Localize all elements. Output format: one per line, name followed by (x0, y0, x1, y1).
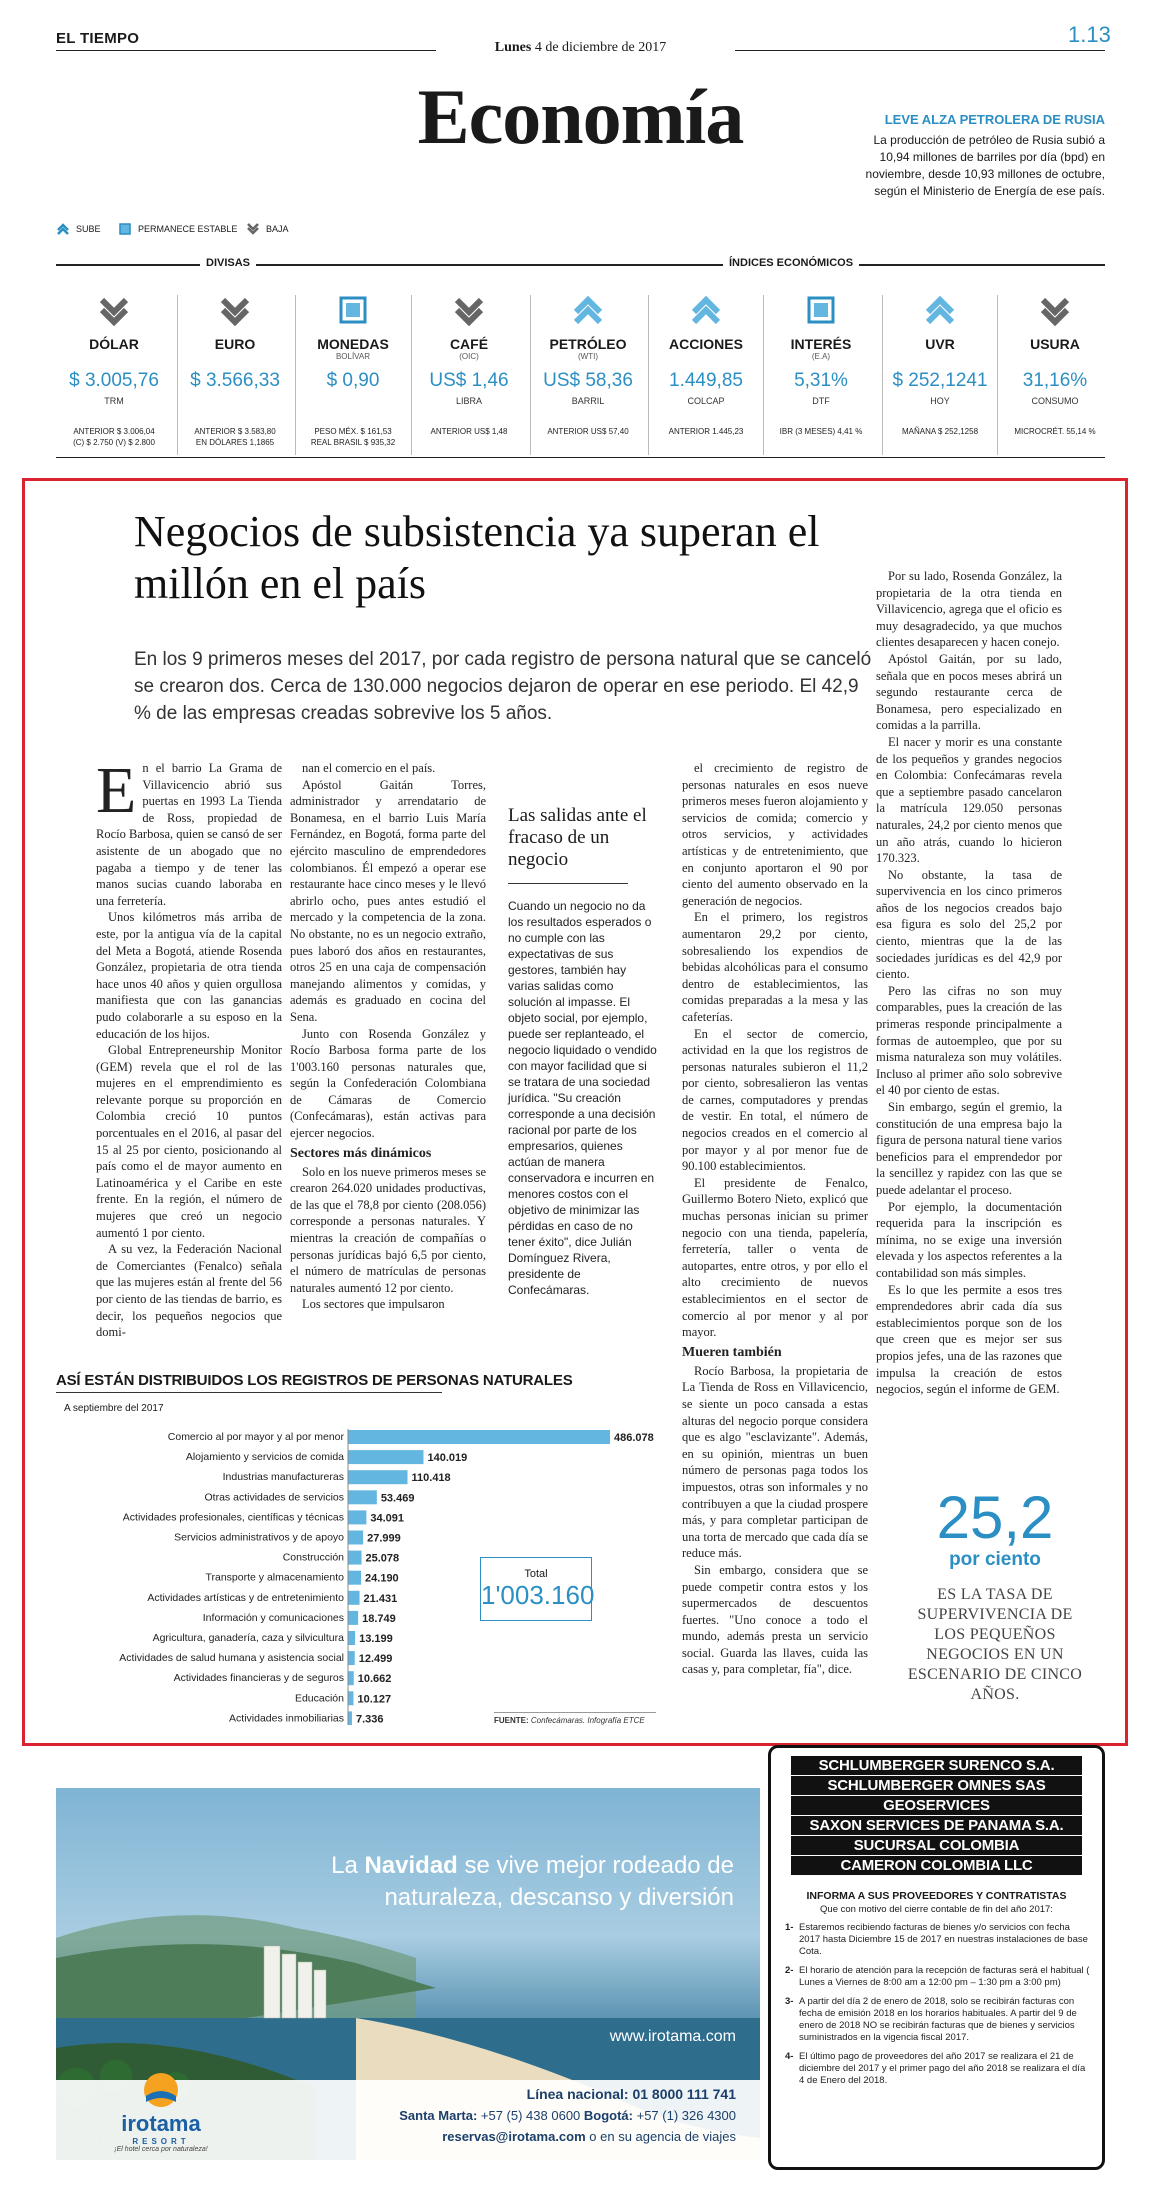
bar-category-label: Transporte y almacenamiento (205, 1571, 344, 1584)
indicator-previous: IBR (3 MESES) 4,41 % (779, 427, 863, 436)
square-icon (805, 294, 837, 326)
indicator-sub: BOLÍVAR (335, 352, 371, 361)
bar (348, 1711, 352, 1725)
indicator-name: EURO (214, 336, 256, 352)
resort-headline-pre: La (331, 1852, 365, 1879)
bar-value-label: 110.418 (411, 1472, 451, 1485)
bar (348, 1671, 354, 1685)
resort-headline (294, 1850, 734, 1914)
indicator-unit: BARRIL (571, 396, 605, 406)
notice-item (785, 1996, 1092, 2044)
paragraph: Apóstol Gaitán, por su lado, señala que en pocos meses abrirá un segundo restaurante cerca de Bonamesa, pero especializado en comidas a la parrilla. (876, 651, 1062, 733)
bar-category-label: Otras actividades de servicios (204, 1491, 344, 1504)
sun-logo-icon (141, 2070, 181, 2110)
paragraph: Por ejemplo, la documentación requerida para la inscripción es mínima, no se exige una inversión elevada y los aspectos referentes a la contabilidad son más simples. (876, 1199, 1062, 1280)
indicator-value: US$ 1,46 (429, 370, 509, 391)
column-3b-paragraphs (682, 1363, 868, 1678)
bar (348, 1651, 355, 1665)
brand-sub: RESORT (132, 2137, 190, 2146)
indicator-separator (882, 295, 883, 455)
indicator-sub: (E.A) (811, 352, 831, 361)
bar (348, 1571, 361, 1585)
date-rest: 4 de diciembre de 2017 (531, 40, 667, 55)
indicator-name: INTERÉS (790, 336, 852, 352)
bar-value-label: 25.078 (365, 1552, 400, 1565)
indicator-name: PETRÓLEO (549, 336, 627, 352)
notice-title: INFORMA A SUS PROVEEDORES Y CONTRATISTAS (806, 1890, 1067, 1902)
paragraph: Sin embargo, según el gremio, la constitución de una empresa bajo la figura de persona natural tiene varios beneficios para el emprendedor por la sencillez y rapidez con las que se puede adelantar el proceso. (876, 1100, 1062, 1197)
sidebar-rule (508, 883, 628, 884)
paragraph: No obstante, la tasa de supervivencia en los cinco primeros años de los negocios creados bajo esa figura es solo del 25,2 por ciento, mientras que la de las sociedades jurídicas es del 42,9 por ciento. (876, 867, 1062, 982)
brand-tagline: ¡El hotel cerca por naturaleza! (114, 2146, 208, 2153)
paragraph: En el sector de comercio, actividad en la que los registros de personas naturales subieron el 11,2 por ciento, sobresalieron las ventas de carnes, computadores y prendas de vestir. En total, el número de negocios creados en el comercio al por mayor y al por menor fue de 90.100 establecimientos. (682, 1026, 868, 1174)
indices-label: ÍNDICES ECONÓMICOS (723, 257, 859, 269)
up-arrow-icon (690, 294, 722, 326)
big-stat (905, 1484, 1085, 1705)
indicator-sub (656, 352, 756, 362)
bar-value-label: 21.431 (363, 1592, 398, 1605)
total-box (480, 1557, 595, 1621)
article-column-2 (290, 760, 486, 1313)
bar-value-label: 12.499 (358, 1653, 393, 1666)
bar-value-label: 486.078 (614, 1432, 654, 1444)
phones-santa-marta: Santa Marta: (399, 2108, 478, 2123)
square-icon (118, 222, 132, 236)
bar-value-label: 7.336 (355, 1713, 384, 1725)
indicator-unit: HOY (930, 396, 950, 406)
indicator-usura (1005, 290, 1105, 455)
company-list (791, 1756, 1082, 1876)
legend-up-label: SUBE (76, 224, 101, 234)
bar (348, 1631, 355, 1645)
resort-headline-post: se vive mejor rodeado de (457, 1852, 734, 1879)
indicator-sub (185, 352, 285, 362)
stat-caption: ES LA TASA DE SUPERVIVENCIA DE LOS PEQUEÑOS NEGOCIOS EN UN ESCENARIO DE CINCO AÑOS. (907, 1586, 1083, 1703)
indicator-value: 5,31% (794, 370, 848, 391)
indicator-unit: DTF (812, 396, 830, 406)
paragraph: nan el comercio en el país. (302, 761, 436, 775)
source-rule (494, 1712, 656, 1713)
up-arrow-icon (572, 294, 604, 326)
chart-title: ASÍ ESTÁN DISTRIBUIDOS LOS REGISTROS DE PERSONAS NATURALES (56, 1372, 573, 1389)
indicator-previous: ANTERIOR $ 3.583,80 EN DÓLARES 1,1865 (194, 427, 276, 447)
notice-item (785, 1922, 1092, 1958)
indicator-acciones (656, 290, 756, 455)
down-arrow-icon (98, 294, 130, 326)
subheading-sectores: Sectores más dinámicos (290, 1145, 432, 1161)
chart-subtitle: A septiembre del 2017 (64, 1403, 164, 1414)
source-prefix: FUENTE: (494, 1716, 529, 1725)
bar-value-label: 53.469 (380, 1492, 415, 1505)
company-name: SUCURSAL COLOMBIA (791, 1836, 1082, 1856)
paragraph: El nacer y morir es una constante de los pequeños y grandes negocios en Colombia: Confecámaras revela que a septiembre pasado cancelaron la matrícula 129.050 personas naturales, 24,2 por ciento menos que un año atrás, cuando lo hicieron 170.323. (876, 734, 1062, 866)
divisas-label: DIVISAS (200, 257, 256, 269)
ribbon-bottom-rule (56, 457, 1105, 458)
indicator-separator (295, 295, 296, 455)
bar-category-label: Agricultura, ganadería, caza y silvicultura (152, 1632, 344, 1644)
paragraph: Apóstol Gaitán Torres, administrador y arrendatario de Bonamesa, en el barrio Luis María Fernández, en Bogotá, forma parte del ejército masculino de emprendedores colombianos. Él empezó a operar ese restaurante hace cinco meses y le llevó abrirlo ocho, pues antes estudió el mercado y la competencia de la zona. No obstante, no es un negocio extraño, pues laboró dos años en restaurantes, otros 25 en una caja de compensación manejando alimentos y comidas, y además es graduado en cocina del Sena. (290, 777, 486, 1024)
notice-item-text: Estaremos recibiendo facturas de bienes y/o servicios con fecha 2017 hasta Diciembre 15 de 2017 en nuestras instalaciones de base Cota. (799, 1922, 1088, 1957)
bar-value-label: 140.019 (427, 1452, 468, 1465)
indicator-unit: COLCAP (687, 396, 725, 406)
article-headline: Negocios de subsistencia ya superan el millón en el país (134, 507, 820, 608)
notice-item (785, 1965, 1092, 1989)
bar-category-label: Actividades artísticas y de entretenimiento (147, 1591, 344, 1604)
bar-value-label: 13.199 (359, 1633, 393, 1645)
stat-number: 25,2 (936, 1484, 1054, 1551)
newspaper-name: EL TIEMPO (56, 30, 140, 47)
resort-ad[interactable] (56, 1788, 760, 2160)
indicator-name: USURA (1030, 336, 1080, 352)
bar-value-label: 27.999 (367, 1532, 401, 1545)
column-3-paragraphs (682, 760, 868, 1341)
bar (348, 1510, 366, 1524)
paragraph: n el barrio La Grama de Villavicencio abrió sus puertas en 1993 La Tienda de Ross, propiedad de Rocío Barbosa, quien se cansó de ser asistente de un abogado que no pagaba a tiempo y de tener las manos sucias cuando laboraba en una ferretería. (96, 761, 282, 908)
source-text: Confecámaras. Infografía ETCE (528, 1716, 645, 1725)
phones-bogota-number: +57 (1) 326 4300 (633, 2108, 736, 2123)
bar-value-label: 10.127 (357, 1693, 392, 1706)
company-name: GEOSERVICES (791, 1796, 1082, 1816)
notice-item-number: 4- (785, 2051, 794, 2062)
indicator-previous: ANTERIOR 1.445,23 (668, 427, 744, 436)
up-arrow-icon (924, 294, 956, 326)
indicator-sub (64, 352, 164, 362)
notice-items (771, 1922, 1102, 2087)
resort-email-line (276, 2129, 736, 2144)
company-name: SAXON SERVICES DE PANAMA S.A. (791, 1816, 1082, 1836)
brand-name: irotama (121, 2111, 201, 2136)
bar (348, 1551, 362, 1565)
paragraph: En el primero, los registros aumentaron 29,2 por ciento, sobresaliendo los expendios de bebidas alcohólicas para el consumo dentro de establecimientos, las comidas preparadas a la mesa y las cafeterías. (682, 910, 868, 1024)
resort-headline-line2: naturaleza, descanso y diversión (384, 1884, 734, 1911)
resort-headline-bold: Navidad (364, 1852, 458, 1879)
bar (348, 1611, 358, 1625)
bar (348, 1691, 353, 1705)
up-arrow-icon (56, 222, 70, 236)
down-arrow-icon (246, 222, 260, 236)
notice-item (785, 2051, 1092, 2087)
bar-category-label: Actividades inmobiliarias (229, 1712, 344, 1725)
bar-value-label: 18.749 (362, 1612, 396, 1625)
resort-phones (236, 2108, 736, 2123)
bar (348, 1450, 423, 1464)
indicator-separator (411, 295, 412, 455)
bar-category-label: Actividades de salud humana y asistencia social (119, 1652, 344, 1665)
drop-cap: E (96, 754, 137, 827)
paragraph: Rocío Barbosa, la propietaria de La Tienda de Ross en Villavicencio, se siente un poco cansada a estas alturas del negocio porque considera que es algo "esclavizante". Además, en su opinión, mientras un buen número de personas paga todos los impuestos, otras son informales y no contribuyen a que la ciudad prospere más, y para completar participan de una torta de mercado que cada día se reduce más. (682, 1363, 868, 1561)
paragraph: El presidente de Fenalco, Guillermo Botero Nieto, explicó que muchas personas inician su primer negocio con una tienda, papelería, ferretería, taller o venta de autopartes, entre otros, y por ello el alto crecimiento de nuevos establecimientos en el sector de comercio al por menor y al por mayor. (682, 1175, 868, 1340)
indicator-sub: (WTI) (578, 352, 598, 361)
indicator-separator (763, 295, 764, 455)
paragraph: Global Entrepreneurship Monitor (GEM) revela que el rol de las mujeres en el emprendimiento es relevante porque su proporción en Colombia creció 10 puntos porcentuales en el 2016, al pasar del 15 al 25 por ciento, posicionando al país como el de mayor aumento en Latinoamérica y el Caribe en este frente. En la región, el número de mujeres que creó un negocio aumentó 1 por ciento. (96, 1043, 282, 1240)
indicator-value: $ 0,90 (326, 370, 380, 391)
brief-title: LEVE ALZA PETROLERA DE RUSIA (884, 112, 1105, 127)
company-name: SCHLUMBERGER SURENCO S.A. (791, 1756, 1082, 1776)
indicator-separator (997, 295, 998, 455)
indicator-previous: ANTERIOR $ 3.006,04 (C) $ 2.750 (V) $ 2.800 (73, 427, 155, 447)
column-2b-paragraphs (290, 1164, 486, 1313)
sidebar-title: Las salidas ante el fracaso de un negocio (508, 805, 647, 870)
indicator-dólar (64, 290, 164, 455)
notice-item-number: 3- (785, 1996, 794, 2007)
phones-santa-marta-number: +57 (5) 438 0600 (477, 2108, 584, 2123)
indicator-previous: MICROCRÉT. 55,14 % (1014, 427, 1096, 436)
indicator-uvr (890, 290, 990, 455)
bar (348, 1430, 610, 1444)
paragraph: Sin embargo, considera que se puede competir contra estos y los supermercados de descuentos fuertes. "Uno conoce a todo el mundo, además presta un servicio social. Guarda las llaves, cuida las casas y, para completar, fía", dice. (682, 1562, 868, 1677)
bar-category-label: Comercio al por mayor y al por menor (167, 1431, 344, 1443)
notice-item-text: A partir del día 2 de enero de 2018, solo se recibirán facturas con fecha de emisión 2018 en los horarios habituales. A partir del 9 de enero de 2018 NO se recibirán facturas que de bienes y servicios suministrados en la vigencia fiscal 2017. (799, 1996, 1077, 2043)
bar-category-label: Educación (294, 1692, 344, 1705)
indicator-euro (185, 290, 285, 455)
indicator-unit: LIBRA (455, 396, 482, 406)
phones-bogota: Bogotá: (583, 2108, 633, 2123)
bar-category-label: Industrias manufactureras (222, 1471, 344, 1484)
indicator-unit: TRM (104, 396, 124, 406)
legend-down-label: BAJA (266, 224, 289, 234)
indicator-value: $ 252,1241 (892, 370, 988, 391)
resort-email[interactable]: reservas@irotama.com (442, 2129, 586, 2144)
paragraph: Los sectores que impulsaron (302, 1297, 445, 1312)
chart-source (494, 1716, 645, 1725)
legend-stable-label: PERMANECE ESTABLE (138, 224, 238, 234)
indicator-monedas (303, 290, 403, 455)
indicator-sub (890, 352, 990, 362)
indicator-name: DÓLAR (89, 336, 139, 352)
brief-body: La producción de petróleo de Rusia subió a 10,94 millones de barriles por día (bpd) en noviembre, desde 10,93 millones de octubre, según el Ministerio de Energía de ese país. (865, 133, 1105, 198)
indicator-unit: CONSUMO (1031, 396, 1079, 406)
notice-item-text: El horario de atención para la recepción de facturas será el habitual ( Lunes a Viernes de 8:00 am a 12:00 pm – 1:30 pm a 3:00 pm) (799, 1965, 1090, 1988)
bar-value-label: 24.190 (365, 1572, 399, 1585)
indicator-interés (771, 290, 871, 455)
paragraph: Junto con Rosenda González y Rocío Barbosa forma parte de los 1'003.160 personas naturales que, según la Confederación Colombiana de Cámaras de Comercio (Confecámaras), están activas para ejercer negocios. (290, 1026, 486, 1141)
bar-category-label: Actividades financieras y de seguros (173, 1672, 344, 1685)
indicator-separator (648, 295, 649, 455)
paragraph: A su vez, la Federación Nacional de Comerciantes (Fenalco) señala que las mujeres están al frente del 56 por ciento de las tiendas de barrio, es decir, los pequeños negocios que domi- (96, 1242, 282, 1340)
indicator-previous: ANTERIOR US$ 1,48 (430, 427, 508, 436)
paragraph: Pero las cifras no son muy comparables, pues la creación de las primeras responde principalmente a formas de autoempleo, que por su misma naturaleza son muy volátiles. Incluso al primer año solo sobrevive el 40 por ciento de estas. (876, 983, 1062, 1098)
indicator-name: UVR (925, 336, 955, 352)
sidebar-body: Cuando un negocio no da los resultados esperados o no cumple con las expectativas de sus gestores, también hay varias salidas como solución al impasse. El objeto social, por ejemplo, puede ser replanteado, el negocio liquidado o vendido con mayor facilidad que si se tratara de una sociedad jurídica. "Su creación corresponde a una decisión racional por parte de los empresarios, quienes actúan de manera conservadora e incurren en menores costos con el objetivo de minimizar las pérdidas en caso de no tener éxito", dice Julián Domínguez Rivera, presidente de Confecámaras. (508, 899, 657, 1297)
indicator-petróleo (538, 290, 638, 455)
issue-date (0, 40, 1161, 56)
bar-category-label: Construcción (282, 1551, 344, 1564)
legend-down (246, 222, 289, 236)
resort-email-post: o en su agencia de viajes (585, 2129, 736, 2144)
notice-intro: Que con motivo del cierre contable de fin del año 2017: (820, 1904, 1053, 1915)
resort-national-line: Línea nacional: 01 8000 111 741 (526, 2086, 736, 2102)
resort-url[interactable]: www.irotama.com (609, 2028, 736, 2045)
article-column-4 (876, 568, 1062, 1398)
paragraph: el crecimiento de registro de personas naturales en esos nueve primeros meses fueron alojamiento y servicios de comida; comercio y otros servicios, y actividades artísticas y de entretenimiento, que en conjunto aportaron el 90 por ciento del aumento observado en la generación de negocios. (682, 761, 868, 908)
bar-category-label: Información y comunicaciones (202, 1611, 344, 1624)
paragraph: Solo en los nueve primeros meses se crearon 264.020 unidades productivas, de las que el 78,8 por ciento (208.056) corresponde a personas naturales. Y mientras la creación de compañías o personas jurídicas bajó 6,5 por ciento, el número de matrículas de personas naturales aumentó 12 por ciento. (290, 1164, 486, 1295)
indicator-sub (1005, 352, 1105, 362)
indicator-value: $ 3.005,76 (69, 370, 159, 391)
down-arrow-icon (453, 294, 485, 326)
column-1-paragraphs (96, 754, 282, 1341)
indicator-value: $ 3.566,33 (190, 370, 280, 391)
paragraph: Unos kilómetros más arriba de este, por la antigua vía de la capital del Meta a Bogotá, atiende Rosenda González, propietaria de otra tienda hace unos 40 años y quien orgullosa manifiesta que con las ganancias pudo colaborarle a su esposo en la educación de los hijos. (96, 910, 282, 1041)
indicator-value: 1.449,85 (669, 370, 743, 391)
indicator-separator (177, 295, 178, 455)
column-2-paragraphs (290, 760, 486, 1142)
bar-value-label: 10.662 (357, 1673, 392, 1686)
section-title: Economía (417, 73, 744, 160)
indicator-name: MONEDAS (317, 336, 389, 352)
column-4-paragraphs (876, 568, 1062, 1398)
square-icon (337, 294, 369, 326)
article-column-3 (682, 760, 868, 1678)
notice-ad (768, 1745, 1105, 2170)
notice-item-number: 1- (785, 1922, 794, 1933)
date-day: Lunes (494, 40, 532, 55)
indicator-value: 31,16% (1022, 370, 1088, 391)
stat-unit: por ciento (949, 1549, 1041, 1570)
bar (348, 1591, 360, 1605)
down-arrow-icon (1039, 294, 1071, 326)
paragraph: Es lo que les permite a esos tres emprendedores abrir cada día sus establecimientos porque son de los que creen que es mejor ser sus propios jefes, una de las razones que impulsa la creación de estos negocios, según el informe de GEM. (876, 1282, 1062, 1397)
notice-item-text: El último pago de proveedores del año 2017 se realizara el 21 de diciembre del 2017 y el primer pago del año 2018 se realizara el día 4 de Enero del 2018. (799, 2051, 1086, 2086)
indicator-café (419, 290, 519, 455)
bar-category-label: Servicios administrativos y de apoyo (174, 1531, 344, 1544)
notice-item-number: 2- (785, 1965, 794, 1976)
legend-up (56, 222, 101, 236)
article-column-1 (96, 754, 282, 1341)
indicator-value: US$ 58,36 (543, 370, 633, 391)
indicator-name: ACCIONES (669, 336, 743, 352)
indicator-previous: ANTERIOR US$ 57,40 (547, 427, 629, 436)
indicator-previous: PESO MÉX. $ 161,53 REAL BRASIL $ 935,32 (310, 427, 396, 447)
indicator-sub: (OIC) (459, 352, 479, 361)
bar (348, 1470, 408, 1484)
total-label: Total (524, 1568, 548, 1580)
company-name: SCHLUMBERGER OMNES SAS (791, 1776, 1082, 1796)
page-number: 1.13 (1068, 22, 1111, 47)
bar (348, 1490, 377, 1504)
bar-category-label: Actividades profesionales, científicas y técnicas (122, 1511, 344, 1524)
total-value: 1'003.160 (481, 1580, 595, 1610)
indicator-name: CAFÉ (449, 336, 489, 352)
irotama-logo (96, 2070, 226, 2153)
indicator-separator (530, 295, 531, 455)
paragraph: Por su lado, Rosenda González, la propietaria de la otra tienda en Villavicencio, agrega que el oficio es muy desagradecido, ya que muchos clientes desaparecen y hacen conejo. (876, 569, 1062, 650)
chart-title-rule (56, 1392, 442, 1393)
company-name: CAMERON COLOMBIA LLC (791, 1856, 1082, 1876)
bar-category-label: Alojamiento y servicios de comida (185, 1451, 344, 1464)
legend-stable (118, 222, 237, 236)
bar-value-label: 34.091 (370, 1512, 405, 1525)
subheading-mueren: Mueren también (682, 1344, 782, 1360)
down-arrow-icon (219, 294, 251, 326)
indicator-previous: MAÑANA $ 252,1258 (901, 427, 979, 436)
sidebar-box (508, 805, 658, 1298)
article-deck: En los 9 primeros meses del 2017, por cada registro de persona natural que se canceló se crearon dos. Cerca de 130.000 negocios dejaron de operar en ese periodo. El 42,9 % de las empresas creadas sobrevive los 5 años. (134, 649, 872, 724)
bar (348, 1531, 363, 1545)
